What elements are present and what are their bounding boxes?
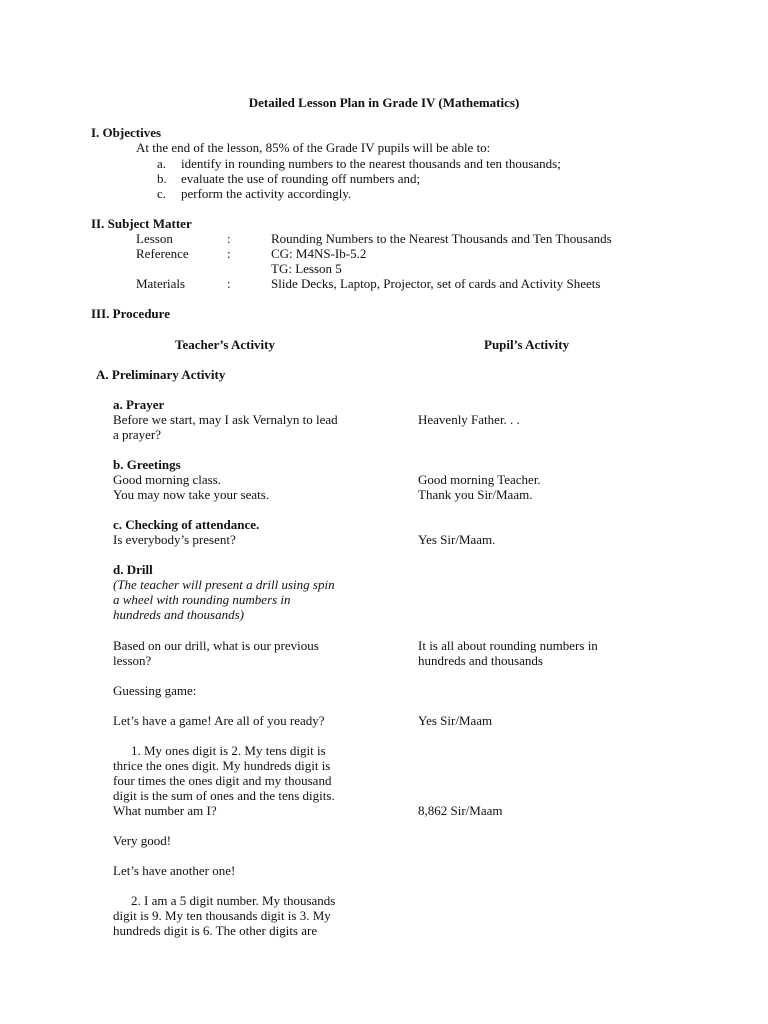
riddle-line: 1. My ones digit is 2. My tens digit is	[131, 743, 326, 758]
objectives-intro: At the end of the lesson, 85% of the Grade IV pupils will be able to:	[136, 140, 491, 155]
reference-label: Reference	[136, 246, 189, 261]
lesson-value: Rounding Numbers to the Nearest Thousands and Ten Thousands	[271, 231, 612, 246]
drill-heading: d. Drill	[113, 562, 153, 577]
teacher-line: Let’s have a game! Are all of you ready?	[113, 713, 325, 728]
teacher-line: Based on our drill, what is our previous	[113, 638, 319, 653]
colon: :	[227, 246, 231, 261]
pupil-line: Thank you Sir/Maam.	[418, 487, 533, 502]
teacher-line: a prayer?	[113, 427, 161, 442]
drill-note: hundreds and thousands)	[113, 607, 244, 622]
objective-item: perform the activity accordingly.	[181, 186, 352, 201]
teacher-line: Good morning class.	[113, 472, 221, 487]
drill-note: (The teacher will present a drill using spin	[113, 577, 335, 592]
greetings-heading: b. Greetings	[113, 457, 181, 472]
colon: :	[227, 276, 231, 291]
document-title: Detailed Lesson Plan in Grade IV (Mathematics)	[248, 95, 520, 110]
objective-marker: b.	[157, 171, 167, 186]
reference-value: CG: M4NS-Ib-5.2	[271, 246, 367, 261]
teacher-line: Is everybody’s present?	[113, 532, 236, 547]
teacher-line: Very good!	[113, 833, 172, 848]
objective-item: evaluate the use of rounding off numbers and;	[181, 171, 421, 186]
teacher-activity-header: Teacher’s Activity	[175, 337, 276, 352]
pupil-line: It is all about rounding numbers in	[418, 638, 598, 653]
objective-item: identify in rounding numbers to the nearest thousands and ten thousands;	[181, 156, 561, 171]
materials-value: Slide Decks, Laptop, Projector, set of cards and Activity Sheets	[271, 276, 601, 291]
pupil-line: hundreds and thousands	[418, 653, 543, 668]
prayer-heading: a. Prayer	[113, 397, 165, 412]
procedure-heading: III. Procedure	[91, 306, 170, 321]
materials-label: Materials	[136, 276, 186, 291]
riddle-line: What number am I?	[113, 803, 217, 818]
guessing-game-label: Guessing game:	[113, 683, 197, 698]
reference-value: TG: Lesson 5	[271, 261, 342, 276]
teacher-line: Before we start, may I ask Vernalyn to lead	[113, 412, 338, 427]
pupil-line: Yes Sir/Maam	[418, 713, 493, 728]
pupil-answer: 8,862 Sir/Maam	[418, 803, 503, 818]
teacher-line: lesson?	[113, 653, 152, 668]
objective-marker: c.	[157, 186, 167, 201]
colon: :	[227, 231, 231, 246]
riddle-line: four times the ones digit and my thousand	[113, 773, 332, 788]
subject-matter-heading: II. Subject Matter	[91, 216, 192, 231]
pupil-line: Heavenly Father. . .	[418, 412, 520, 427]
riddle-line: thrice the ones digit. My hundreds digit is	[113, 758, 331, 773]
teacher-line: Let’s have another one!	[113, 863, 236, 878]
pupil-activity-header: Pupil’s Activity	[484, 337, 570, 352]
riddle-line: digit is 9. My ten thousands digit is 3. My	[113, 908, 331, 923]
teacher-line: You may now take your seats.	[113, 487, 270, 502]
lesson-label: Lesson	[136, 231, 173, 246]
preliminary-activity-heading: A. Preliminary Activity	[96, 367, 226, 382]
attendance-heading: c. Checking of attendance.	[113, 517, 260, 532]
drill-note: a wheel with rounding numbers in	[113, 592, 291, 607]
objectives-heading: I. Objectives	[91, 125, 162, 140]
riddle-line: hundreds digit is 6. The other digits are	[113, 923, 318, 938]
pupil-line: Good morning Teacher.	[418, 472, 541, 487]
riddle-line: digit is the sum of ones and the tens digits.	[113, 788, 335, 803]
pupil-line: Yes Sir/Maam.	[418, 532, 496, 547]
objective-marker: a.	[157, 156, 167, 171]
riddle-line: 2. I am a 5 digit number. My thousands	[131, 893, 336, 908]
